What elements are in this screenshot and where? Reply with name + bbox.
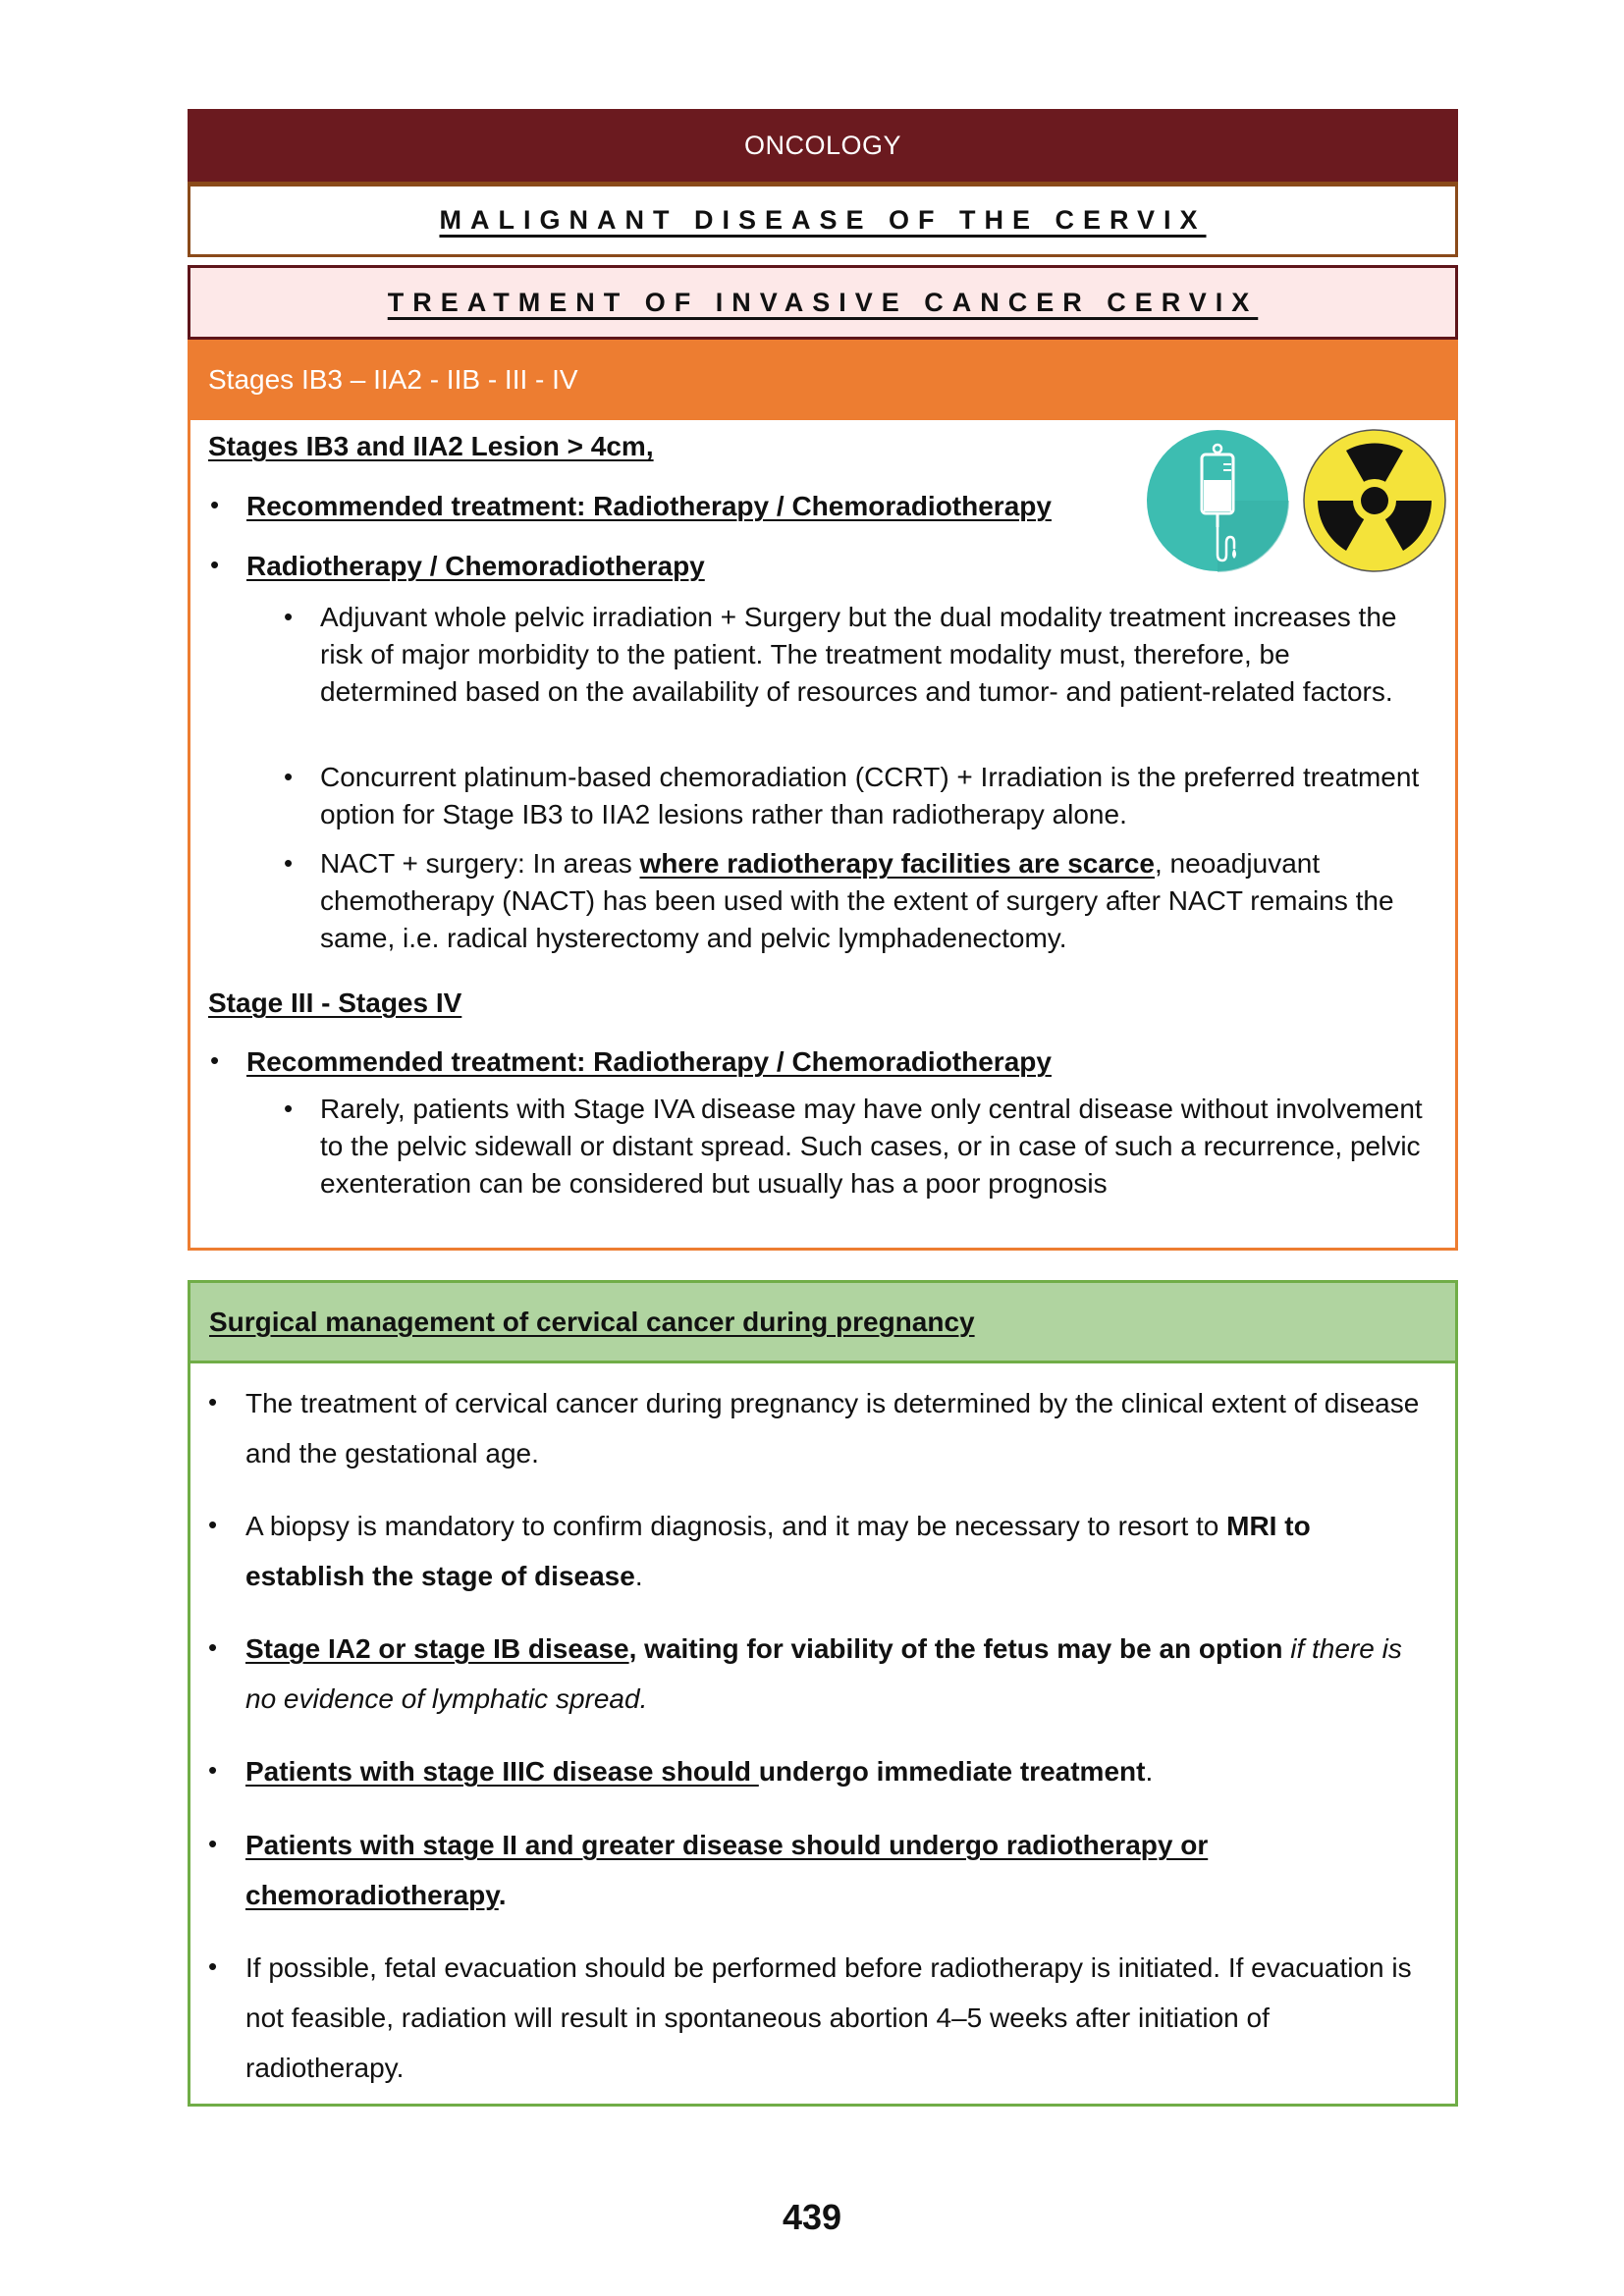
viability-text: , waiting for viability of the fetus may be an option	[628, 1633, 1291, 1664]
iv-drip-icon	[1146, 429, 1289, 572]
period: .	[1145, 1756, 1154, 1787]
pregnancy-item-3	[245, 1624, 1434, 1724]
bullet: •	[210, 1045, 220, 1075]
stage-iiic-text: Patients with stage IIIC disease should	[245, 1756, 759, 1787]
sub-item-adjuvant: Adjuvant whole pelvic irradiation + Surgery but the dual modality treatment increases the risk of major morbidity to the patient. The treatment modality must, therefore, be determined based on the availability of resources and tumor- and patient-related factors.	[320, 602, 1397, 707]
sub-bullet: •	[284, 602, 294, 631]
heading-ib3-iia2: Stages IB3 and IIA2 Lesion > 4cm,	[208, 431, 654, 461]
heading-stage-iii-iv: Stage III - Stages IV	[208, 988, 462, 1018]
page-number: 439	[782, 2197, 842, 2237]
stage-ia2-ib: Stage IA2 or stage IB disease	[245, 1633, 629, 1664]
pregnancy-header	[188, 1280, 1458, 1364]
bullet: •	[210, 490, 220, 519]
biopsy-text: A biopsy is mandatory to confirm diagnosis, and it may be necessary to resort to	[245, 1511, 1227, 1541]
nact-text-post: , neoadjuvant chemotherapy (NACT) has been used with the extent of surgery after NACT remains the same, i.e. radical hysterectomy and pelvic lymphadenectomy.	[320, 848, 1394, 953]
pregnancy-heading: Surgical management of cervical cancer during pregnancy	[209, 1306, 975, 1337]
nact-text-pre: NACT + surgery: In areas	[320, 848, 640, 879]
pregnancy-item-4	[245, 1746, 1434, 1796]
topic-title: TREATMENT OF INVASIVE CANCER CERVIX	[387, 287, 1259, 317]
pregnancy-item-5	[245, 1820, 1434, 1920]
recommended-treatment-2: Recommended treatment: Radiotherapy / Chemoradiotherapy	[246, 1046, 1052, 1077]
biopsy-text-end: .	[634, 1561, 643, 1591]
pregnancy-item-2	[245, 1501, 1434, 1601]
bullet: •	[208, 1510, 218, 1539]
lymphatic-condition: if there is no evidence of lymphatic spread.	[245, 1633, 1402, 1714]
radiotherapy-heading: Radiotherapy / Chemoradiotherapy	[246, 551, 705, 581]
sub-item-ccrt: Concurrent platinum-based chemoradiation (CCRT) + Irradiation is the preferred treatment option for Stage IB3 to IIA2 lesions rather than radiotherapy alone.	[320, 762, 1420, 829]
pregnancy-item-6: If possible, fetal evacuation should be performed before radiotherapy is initiated. If evacuation is not feasible, radiation will result in spontaneous abortion 4–5 weeks after initiation of radiotherapy.	[245, 1952, 1412, 2083]
sub-bullet: •	[284, 848, 294, 878]
chapter-header	[188, 182, 1458, 257]
topic-header	[188, 265, 1458, 342]
radiation-icon	[1303, 429, 1446, 572]
bullet: •	[208, 1632, 218, 1662]
period: .	[498, 1880, 507, 1910]
sub-item-stage-iva: Rarely, patients with Stage IVA disease may have only central disease without involvement to the pelvic sidewall or distant spread. Such cases, or in case of such a recurrence, pelvic exenteration can be considered but usually has a poor prognosis	[320, 1094, 1423, 1199]
mri-emphasis: MRI to establish the stage of disease	[245, 1511, 1311, 1591]
stages-band	[188, 340, 1458, 420]
chapter-title: MALIGNANT DISEASE OF THE CERVIX	[439, 205, 1207, 235]
sub-bullet: •	[284, 762, 294, 791]
sub-bullet: •	[284, 1094, 294, 1123]
section-title: ONCOLOGY	[743, 131, 902, 160]
bullet: •	[208, 1829, 218, 1858]
nact-emphasis: where radiotherapy facilities are scarce	[639, 848, 1155, 879]
recommended-treatment-1: Recommended treatment: Radiotherapy / Chemoradiotherapy	[246, 491, 1052, 521]
stages-band-label: Stages IB3 – IIA2 - IIB - III - IV	[208, 364, 578, 395]
bullet: •	[208, 1387, 218, 1416]
section-header	[188, 109, 1458, 183]
stage-ii-text: Patients with stage II and greater disease should undergo radiotherapy or chemoradiotherapy	[245, 1830, 1209, 1910]
bullet: •	[210, 550, 220, 579]
immediate-treatment: undergo immediate treatment	[758, 1756, 1146, 1787]
bullet: •	[208, 1951, 218, 1981]
pregnancy-item-1: The treatment of cervical cancer during pregnancy is determined by the clinical extent of disease and the gestational age.	[245, 1388, 1420, 1468]
sub-item-nact	[320, 845, 1430, 957]
bullet: •	[208, 1755, 218, 1785]
